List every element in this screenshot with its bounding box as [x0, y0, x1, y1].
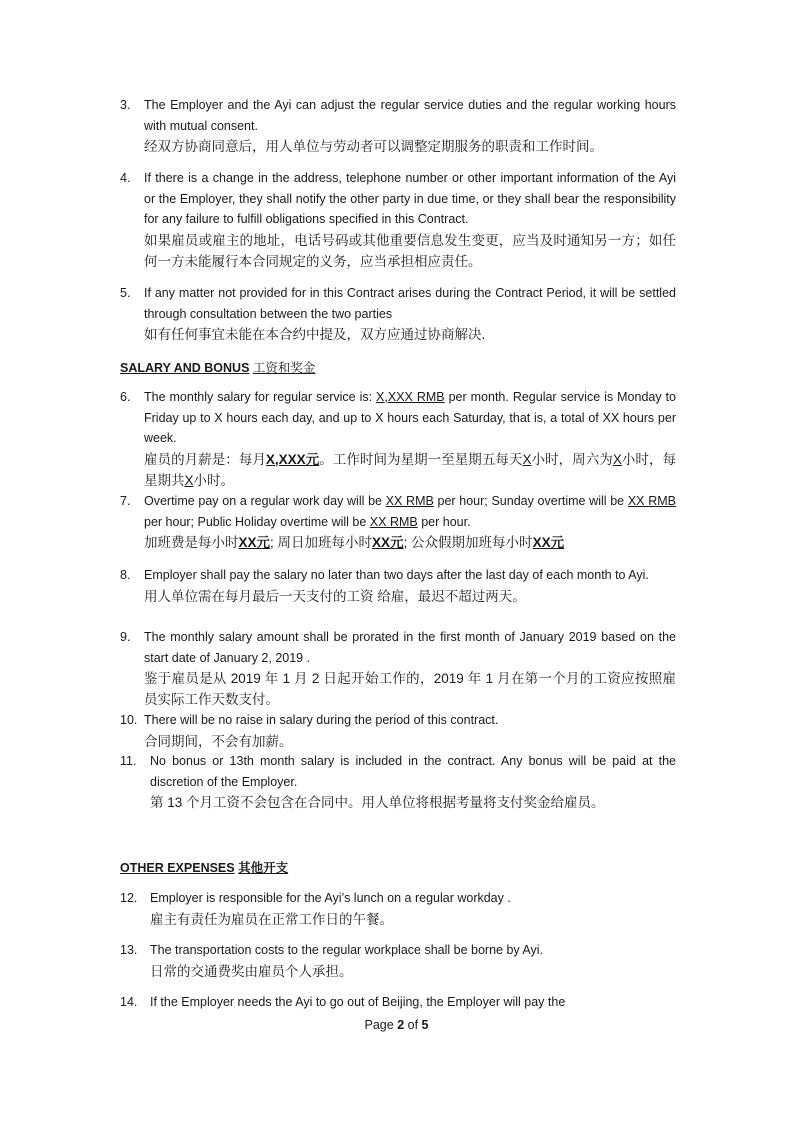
clause-text-zh: 如果雇员或雇主的地址，电话号码或其他重要信息发生变更，应当及时通知另一方；如任何一方未能履行本合同规定的义务，应当承担相应责任。: [144, 232, 676, 269]
clause-10: [120, 710, 676, 752]
overtime-rate-zh: XX元: [532, 535, 565, 550]
clause-text-en: [144, 387, 676, 449]
text-run: 。工作时间为星期一至星期五每天: [319, 451, 523, 467]
overtime-rate-en: XX RMB: [369, 514, 418, 529]
text-run: per hour; Sunday overtime will be: [433, 494, 628, 508]
text-run: The monthly salary for regular service is:: [144, 390, 377, 404]
clause-text-zh: [144, 532, 676, 553]
clause-number: 9.: [120, 630, 131, 644]
overtime-rate-en: XX RMB: [627, 494, 676, 508]
text-run: Overtime pay on a regular work day will be: [144, 494, 386, 508]
text-run: 小时。: [193, 472, 235, 488]
clause-text-zh: 用人单位需在每月最后一天支付的工资 给雇，最迟不超过两天。: [144, 588, 526, 604]
heading-en: OTHER EXPENSES: [120, 861, 235, 875]
text-run: ; 公众假期加班每小时: [403, 535, 533, 550]
text-run: 雇员的月薪是：每月: [144, 451, 266, 467]
clause-8: [120, 565, 676, 607]
clause-number: 11.: [120, 754, 137, 768]
clause-7: [120, 491, 676, 553]
hours-placeholder: X: [184, 472, 194, 488]
overtime-rate-en: XX RMB: [385, 494, 434, 508]
clause-text-en: The Employer and the Ayi can adjust the regular service duties and the regular working hours with mutual consent.: [144, 98, 676, 133]
page-number-total: 5: [421, 1018, 429, 1032]
overtime-rate-zh: XX元: [238, 535, 271, 550]
text-run: 加班费是每小时: [144, 535, 239, 550]
clause-text-zh: 如有任何事宜未能在本合约中提及，双方应通过协商解决.: [144, 327, 486, 342]
clause-text-en: If any matter not provided for in this Contract arises during the Contract Period, it will be settled through consultation between the two parties: [144, 286, 676, 321]
heading-zh: 其他开支: [238, 861, 289, 875]
clause-text-en: No bonus or 13th month salary is included in the contract. Any bonus will be paid at the discretion of the Employer.: [150, 754, 676, 789]
section-heading-expenses: [120, 858, 288, 876]
text-run: per hour.: [417, 514, 471, 529]
clause-text-zh: 经双方协商同意后，用人单位与劳动者可以调整定期服务的职责和工作时间。: [144, 139, 603, 154]
clause-text-zh: 日常的交通费奖由雇员个人承担。: [150, 963, 353, 979]
salary-amount-zh: X,XXX元: [265, 451, 320, 467]
clause-number: 4.: [120, 171, 131, 185]
clause-14: [120, 992, 676, 1013]
hours-placeholder: X: [612, 451, 622, 467]
clause-number: 7.: [120, 494, 131, 508]
clause-13: [120, 940, 676, 982]
text-run: ; 周日加班每小时: [270, 535, 373, 550]
clause-12: [120, 888, 676, 930]
clause-text-en: The monthly salary amount shall be prorated in the first month of January 2019 based on the start date of January 2, 2019 .: [144, 630, 676, 665]
clause-text-en: [144, 491, 676, 532]
text-run: per month. Regular service is Monday to Friday up to X hours each day, and up to X hours each Saturday, that is, a total of XX hours per week.: [144, 390, 676, 445]
clause-number: 6.: [120, 390, 131, 404]
clause-4: [120, 168, 676, 272]
heading-en: SALARY AND BONUS: [120, 361, 250, 375]
page-number-current: 2: [397, 1018, 405, 1032]
text-run: 小时，周六为: [531, 451, 613, 467]
clause-6: [120, 387, 676, 491]
clause-number: 14.: [120, 995, 138, 1009]
clause-number: 5.: [120, 286, 131, 300]
heading-zh: 工资和奖金: [252, 361, 316, 375]
clause-number: 10.: [120, 713, 138, 727]
clause-number: 3.: [120, 98, 131, 112]
footer-text: of: [404, 1018, 422, 1032]
clause-9: [120, 627, 676, 710]
clause-text-zh: 合同期间，不会有加薪。: [144, 733, 293, 749]
overtime-rate-zh: XX元: [372, 535, 404, 550]
clause-text-zh: 鉴于雇员是从 2019 年 1 月 2 日起开始工作的，2019 年 1 月在第一个月的工资应按照雇员实际工作天数支付。: [144, 671, 676, 707]
section-heading-salary: [120, 358, 315, 376]
clause-text-en: If the Employer needs the Ayi to go out of Beijing, the Employer will pay the: [150, 995, 566, 1009]
clause-text-en: The transportation costs to the regular workplace shall be borne by Ayi.: [150, 943, 544, 957]
footer-text: Page: [364, 1018, 398, 1032]
clause-number: 12.: [120, 891, 138, 905]
text-run: per hour; Public Holiday overtime will be: [144, 514, 370, 529]
clause-number: 8.: [120, 568, 131, 582]
clause-text-zh: 第 13 个月工资不会包含在合同中。用人单位将根据考量将支付奖金给雇员。: [150, 795, 605, 810]
clause-text-en: There will be no raise in salary during the period of this contract.: [144, 713, 499, 727]
hours-placeholder: X: [522, 451, 532, 467]
clause-3: [120, 95, 676, 157]
salary-amount-en: X,XXX RMB: [376, 390, 445, 404]
clause-text-zh: [144, 449, 676, 491]
clause-text-en: Employer shall pay the salary no later than two days after the last day of each month to Ayi.: [144, 568, 649, 582]
clause-text-en: Employer is responsible for the Ayi’s lunch on a regular workday .: [150, 891, 511, 905]
clause-text-en: If there is a change in the address, telephone number or other important information of the Ayi or the Employer, they shall notify the other party in due time, or they shall bear the responsibility for any failure to fulfill obligations specified in this Contract.: [144, 171, 676, 226]
clause-11: [120, 751, 676, 813]
page-footer: [0, 1018, 793, 1032]
clause-text-zh: 雇主有责任为雇员在正常工作日的午餐。: [150, 911, 393, 927]
text-run: 小时，每星期共: [144, 451, 677, 488]
clause-number: 13.: [120, 943, 138, 957]
clause-5: [120, 283, 676, 345]
